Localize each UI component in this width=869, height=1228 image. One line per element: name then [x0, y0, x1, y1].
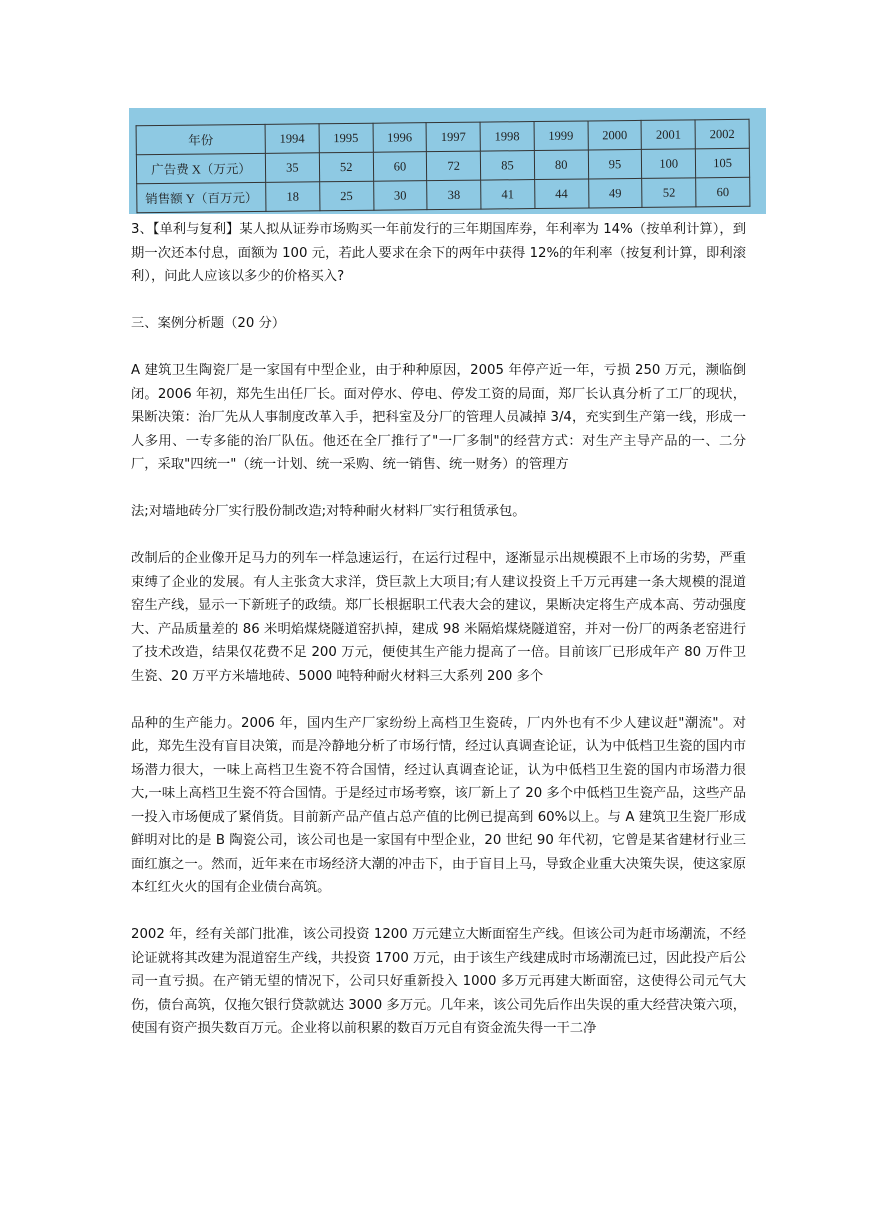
- table-row-sales: [137, 177, 750, 212]
- table-cell: 1999: [534, 121, 588, 151]
- table-cell: 1994: [265, 124, 319, 154]
- table-row-label: 销售额 Y（百万元）: [137, 182, 266, 212]
- document-body: [131, 218, 746, 1041]
- table-cell: 52: [642, 178, 696, 208]
- case-paragraph: 品种的生产能力。2006 年，国内生产厂家纷纷上高档卫生瓷砖，厂内外也有不少人建议赶"潮流"。对此，郑先生没有盲目决策，而是冷静地分析了市场行情，经过认真调查论证，认为中低档卫生瓷的国内市场潜力很大，一味上高档卫生瓷不符合国情，经过认真调查论证，认为中低档卫生瓷的国内市场潜力很大,一味上高档卫生瓷不符合国情。于是经过市场考察，该厂新上了 20 多个中低档卫生瓷产品，这些产品一投入市场便成了紧俏货。目前新产品产值占总产值的比例已提高到 60%以上。与 A 建筑卫生瓷厂形成鲜明对比的是 B 陶瓷公司，该公司也是一家国有中型企业，20 世纪 90 年代初，它曾是某省建材行业三面红旗之一。然而，近年来在市场经济大潮的冲击下，由于盲目上马，导致企业重大决策失误，使这家原本红红火火的国有企业债台高筑。: [131, 715, 746, 895]
- table-cell: 1996: [373, 123, 427, 153]
- table-cell: 1997: [426, 122, 480, 152]
- case-paragraph: 改制后的企业像开足马力的列车一样急速运行，在运行过程中，逐渐显示出规模跟不上市场的劣势，严重束缚了企业的发展。有人主张贪大求洋，贷巨款上大项目;有人建议投资上千万元再建一条大规模的混道窑生产线，显示一下新班子的政绩。郑厂长根据职工代表大会的建议，果断决定将生产成本高、劳动强度大、产品质量差的 86 米明焰煤烧隧道窑扒掉，建成 98 米隔焰煤烧隧道窑，并对一份厂的两条老窑进行了技术改造，结果仅花费不足 200 万元，便使其生产能力提高了一倍。目前该厂已形成年产 80 万件卫生瓷、20 万平方米墙地砖、5000 吨特种耐火材料三大系列 200 多个: [131, 551, 746, 684]
- table-row-label: 广告费 X（万元）: [136, 153, 265, 183]
- table-cell: 52: [319, 152, 373, 182]
- table-cell: 38: [427, 180, 481, 210]
- table-cell: 2002: [695, 119, 749, 149]
- table-cell: 95: [588, 149, 642, 179]
- table-cell: 1998: [480, 122, 534, 152]
- table-cell: 25: [319, 181, 373, 211]
- table-cell: 60: [696, 177, 750, 207]
- case-paragraph: 2002 年，经有关部门批准，该公司投资 1200 万元建立大断面窑生产线。但该公司为赶市场潮流，不经论证就将其改建为混道窑生产线，共投资 1700 万元，由于该生产线建成时市场潮流已过，因此投产后公司一直亏损。在产销无望的情况下，公司只好重新投入 1000 多万元再建大断面窑，这使得公司元气大伤，债台高筑，仅拖欠银行贷款就达 3000 多万元。几年来，该公司先后作出失误的重大经营决策六项，使国有资产损失数百万元。企业将以前积累的数百万元自有资金流失得一干二净: [131, 927, 746, 1036]
- table-cell: 100: [642, 149, 696, 179]
- table-cell: 2001: [641, 120, 695, 150]
- table-cell: 2000: [588, 120, 642, 150]
- table-cell: 41: [481, 180, 535, 210]
- table-cell: 30: [373, 181, 427, 211]
- data-table-photo: [129, 108, 766, 214]
- table-cell: 105: [695, 148, 749, 178]
- table-cell: 80: [534, 150, 588, 180]
- table-cell: 35: [265, 153, 319, 183]
- question-3: 3、【单利与复利】某人拟从证券市场购买一年前发行的三年期国库券，年利率为 14%（按单利计算），到期一次还本付息，面额为 100 元，若此人要求在余下的两年中获得 12%的年利率（按复利计算，即利滚利），问此人应该以多少的价格买入?: [131, 222, 746, 284]
- table-cell: 1995: [319, 123, 373, 153]
- table-cell: 85: [480, 151, 534, 181]
- data-table: [136, 119, 751, 213]
- table-cell: 72: [427, 151, 481, 181]
- table-cell: 60: [373, 152, 427, 182]
- section-title: 三、案例分析题（20 分）: [131, 316, 286, 331]
- case-paragraph: 法;对墙地砖分厂实行股份制改造;对特种耐火材料厂实行租赁承包。: [131, 504, 526, 519]
- table-cell: 18: [266, 182, 320, 212]
- table-header-label: 年份: [136, 124, 265, 154]
- table-cell: 44: [534, 179, 588, 209]
- case-paragraph: A 建筑卫生陶瓷厂是一家国有中型企业，由于种种原因，2005 年停产近一年，亏损 250 万元，濒临倒闭。2006 年初，郑先生出任厂长。面对停水、停电、停发工资的局面，郑厂长认真分析了工厂的现状，果断决策：治厂先从人事制度改革入手，把科室及分厂的管理人员减掉 3/4，充实到生产第一线，形成一人多用、一专多能的治厂队伍。他还在全厂推行了"一厂多制"的经营方式：对生产主导产品的一、二分厂，采取"四统一"（统一计划、统一采购、统一销售、统一财务）的管理方: [131, 363, 746, 472]
- table-cell: 49: [588, 178, 642, 208]
